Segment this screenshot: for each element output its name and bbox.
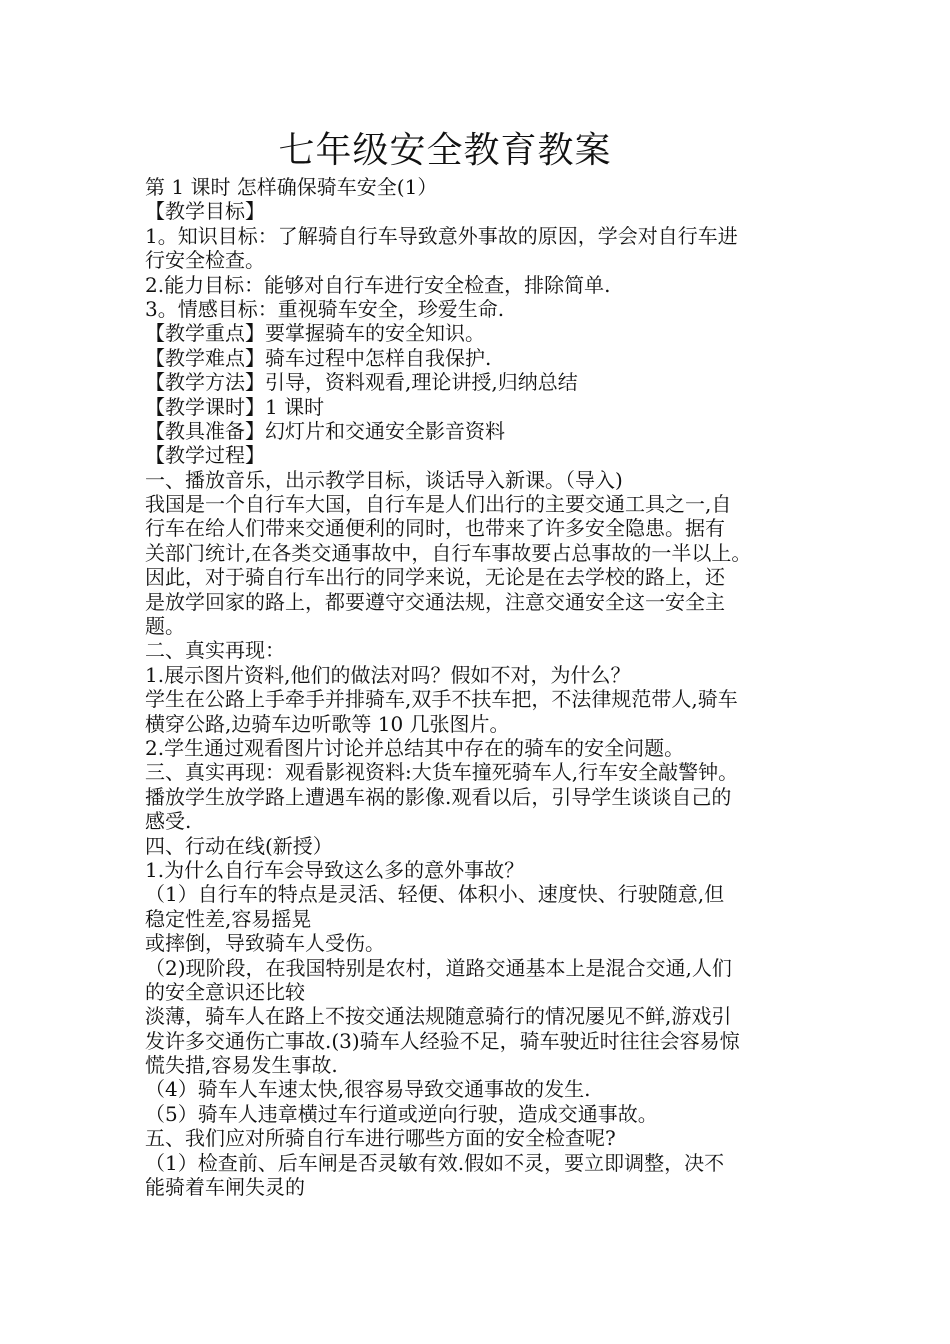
text-line: （5）骑车人违章横过车行道或逆向行驶，造成交通事故。 [145, 1101, 658, 1126]
text-line: 1.为什么自行车会导致这么多的意外事故？ [145, 857, 525, 882]
text-line: 三、真实再现：观看影视资料:大货车撞死骑车人,行车安全敲警钟。 [145, 760, 739, 785]
text-line: 稳定性差,容易摇晃 [145, 906, 312, 931]
document-title: 七年级安全教育教案 [278, 130, 612, 171]
text-line: 的安全意识还比较 [145, 979, 305, 1004]
text-line: 【教具准备】幻灯片和交通安全影音资料 [145, 418, 505, 443]
text-line: 是放学回家的路上，都要遵守交通法规，注意交通安全这一安全主 [145, 589, 725, 614]
text-line: 【教学难点】骑车过程中怎样自我保护. [145, 345, 492, 370]
text-line: （1）自行车的特点是灵活、轻便、体积小、速度快、行驶随意,但 [145, 882, 725, 907]
document-body [145, 175, 810, 1199]
text-line: 横穿公路,边骑车边听歌等 10 几张图片。 [145, 711, 510, 736]
text-line: 淡薄，骑车人在路上不按交通法规随意骑行的情况屡见不鲜,游戏引 [145, 1004, 732, 1029]
text-line: 五、我们应对所骑自行车进行哪些方面的安全检查呢? [145, 1126, 616, 1151]
text-line: 能骑着车闸失灵的 [145, 1175, 305, 1200]
text-line: 1.展示图片资料,他们的做法对吗？假如不对，为什么？ [145, 662, 631, 687]
text-line: 因此，对于骑自行车出行的同学来说，无论是在去学校的路上，还 [145, 565, 725, 590]
text-line: 关部门统计,在各类交通事故中，自行车事故要占总事故的一半以上。 [145, 540, 752, 565]
text-line: （1）检查前、后车闸是否灵敏有效.假如不灵，要立即调整，决不 [145, 1150, 725, 1175]
text-line: 行安全检查。 [145, 248, 265, 273]
text-line: 四、行动在线(新授） [145, 833, 333, 858]
text-line: 2.学生通过观看图片讨论并总结其中存在的骑车的安全问题。 [145, 735, 685, 760]
text-line: 3。情感目标：重视骑车安全，珍爱生命. [145, 296, 505, 321]
text-line: 【教学重点】要掌握骑车的安全知识。 [145, 321, 485, 346]
text-line: 二、真实再现： [145, 638, 285, 663]
text-line: （4）骑车人车速太快,很容易导致交通事故的发生. [145, 1077, 591, 1102]
text-line: 第 1 课时 怎样确保骑车安全(1） [145, 175, 438, 199]
text-line: 【教学目标】 [145, 199, 265, 224]
text-line: 播放学生放学路上遭遇车祸的影像.观看以后，引导学生谈谈自己的 [145, 784, 732, 809]
text-line: 题。 [145, 614, 185, 639]
text-line: 行车在给人们带来交通便利的同时，也带来了许多安全隐患。据有 [145, 516, 725, 541]
text-line: 一、播放音乐，出示教学目标，谈话导入新课。（导入) [145, 467, 623, 492]
text-line: （2)现阶段，在我国特别是农村，道路交通基本上是混合交通,人们 [145, 955, 732, 980]
text-line: 【教学过程】 [145, 443, 265, 468]
text-line: 学生在公路上手牵手并排骑车,双手不扶车把，不法律规范带人,骑车 [145, 687, 738, 712]
text-line: 我国是一个自行车大国，自行车是人们出行的主要交通工具之一,自 [145, 492, 732, 517]
text-line: 2.能力目标：能够对自行车进行安全检查，排除简单. [145, 272, 611, 297]
text-line: 1。知识目标：了解骑自行车导致意外事故的原因，学会对自行车进 [145, 223, 738, 248]
text-line: 发许多交通伤亡事故.(3)骑车人经验不足，骑车驶近时往往会容易惊 [145, 1028, 740, 1053]
text-line: 慌失措,容易发生事故. [145, 1053, 338, 1078]
text-line: 【教学方法】引导，资料观看,理论讲授,归纳总结 [145, 370, 578, 395]
text-line: 感受. [145, 809, 192, 834]
text-line: 或摔倒，导致骑车人受伤。 [145, 931, 385, 956]
text-line: 【教学课时】1 课时 [145, 394, 325, 419]
